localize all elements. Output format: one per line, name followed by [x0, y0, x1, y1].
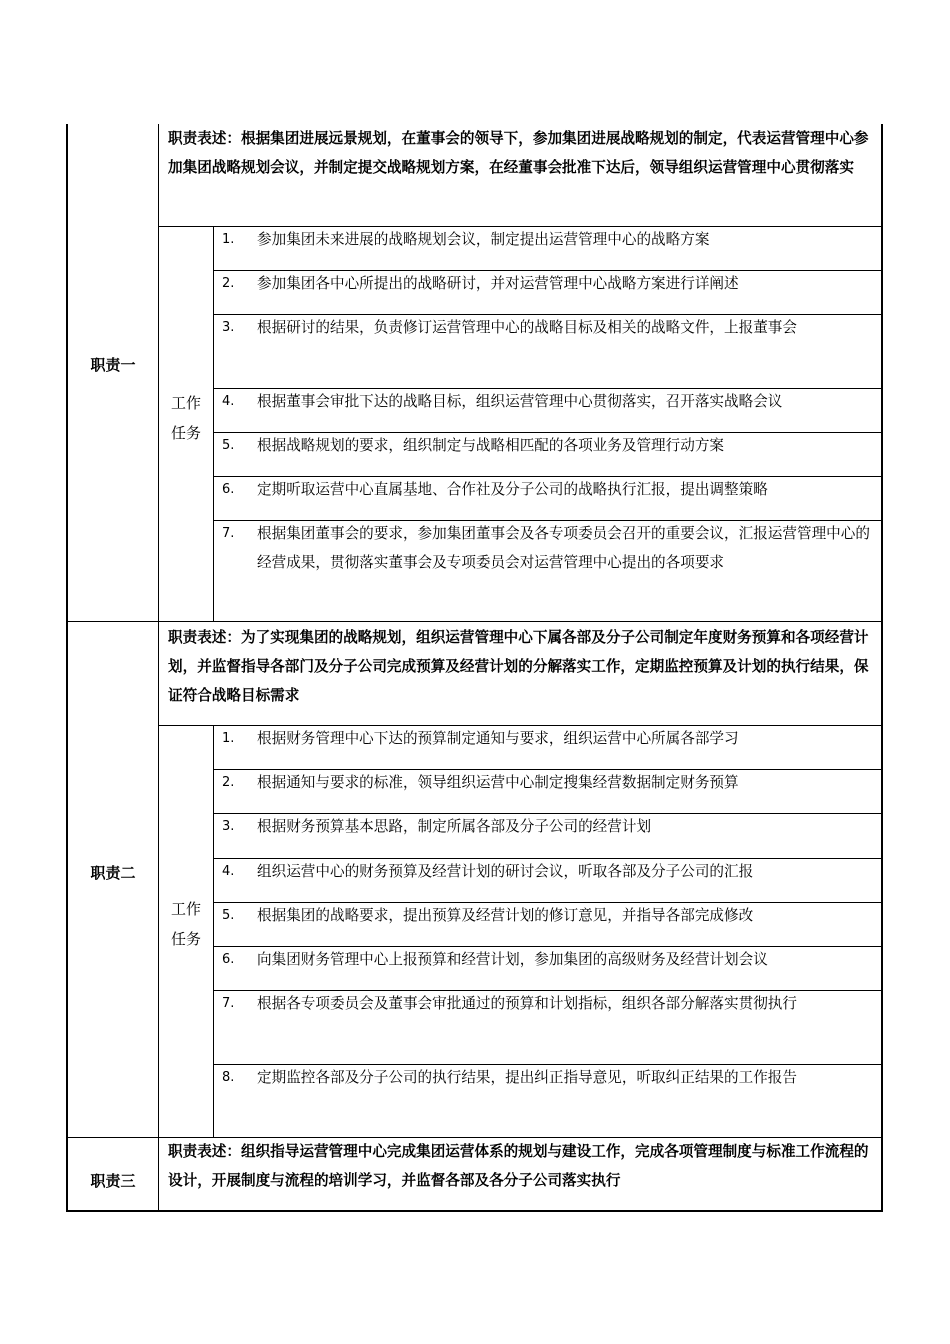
- work-task-label: 工作任务: [170, 900, 201, 948]
- task-text: 组织运营中心的财务预算及经营计划的研讨会议，听取各部及分子公司的汇报: [257, 863, 754, 880]
- task-number: 5.: [222, 438, 235, 453]
- section-description: 职责表述：根据集团进展远景规划，在董事会的领导下，参加集团进展战略规划的制定，代表运营管理中心参加集团战略规划会议，并制定提交战略规划方案，在经董事会批准下达后，领导组织运营管理中心贯彻落实: [168, 130, 869, 176]
- task-number: 7.: [222, 996, 235, 1011]
- task-number: 2.: [222, 276, 235, 291]
- task-number: 3.: [222, 819, 235, 834]
- task-text: 根据通知与要求的标准，领导组织运营中心制定搜集经营数据制定财务预算: [257, 774, 739, 791]
- task-text: 向集团财务管理中心上报预算和经营计划，参加集团的高级财务及经营计划会议: [257, 951, 768, 968]
- task-text: 根据研讨的结果，负责修订运营管理中心的战略目标及相关的战略文件，上报董事会: [257, 319, 797, 336]
- task-number: 8.: [222, 1070, 235, 1085]
- task-number: 7.: [222, 526, 235, 541]
- task-text: 定期监控各部及分子公司的执行结果，提出纠正指导意见，听取纠正结果的工作报告: [257, 1069, 797, 1086]
- task-number: 3.: [222, 320, 235, 335]
- section-description: 职责表述：为了实现集团的战略规划，组织运营管理中心下属各部及分子公司制定年度财务预算和各项经营计划，并监督指导各部门及分子公司完成预算及经营计划的分解落实工作，定期监控预算及计划的执行结果，保证符合战略目标需求: [168, 629, 869, 704]
- section-label: 职责一: [90, 356, 136, 374]
- work-task-label: 工作任务: [170, 394, 201, 442]
- section-description: 职责表述：组织指导运营管理中心完成集团运营体系的规划与建设工作，完成各项管理制度与标准工作流程的设计，开展制度与流程的培训学习，并监督各部及各分子公司落实执行: [168, 1143, 869, 1189]
- task-number: 2.: [222, 775, 235, 790]
- section-label: 职责三: [90, 1172, 136, 1190]
- task-number: 4.: [222, 864, 235, 879]
- task-text: 根据财务预算基本思路，制定所属各部及分子公司的经营计划: [257, 818, 652, 835]
- task-number: 1.: [222, 731, 235, 746]
- task-text: 根据集团董事会的要求，参加集团董事会及各专项委员会召开的重要会议，汇报运营管理中心的经营成果，贯彻落实董事会及专项委员会对运营管理中心提出的各项要求: [257, 525, 870, 571]
- task-text: 根据财务管理中心下达的预算制定通知与要求，组织运营中心所属各部学习: [257, 730, 739, 747]
- task-number: 4.: [222, 394, 235, 409]
- section-label: 职责二: [90, 864, 136, 882]
- task-text: 根据董事会审批下达的战略目标，组织运营管理中心贯彻落实，召开落实战略会议: [257, 393, 783, 410]
- task-text: 根据各专项委员会及董事会审批通过的预算和计划指标，组织各部分解落实贯彻执行: [257, 995, 797, 1012]
- task-number: 5.: [222, 908, 235, 923]
- task-text: 根据战略规划的要求，组织制定与战略相匹配的各项业务及管理行动方案: [257, 437, 725, 454]
- task-text: 参加集团未来进展的战略规划会议，制定提出运营管理中心的战略方案: [257, 231, 710, 248]
- task-number: 6.: [222, 482, 235, 497]
- task-text: 根据集团的战略要求，提出预算及经营计划的修订意见，并指导各部完成修改: [257, 907, 754, 924]
- task-text: 参加集团各中心所提出的战略研讨，并对运营管理中心战略方案进行详阐述: [257, 275, 739, 292]
- task-number: 6.: [222, 952, 235, 967]
- task-number: 1.: [222, 232, 235, 247]
- task-text: 定期听取运营中心直属基地、合作社及分子公司的战略执行汇报，提出调整策略: [257, 481, 768, 498]
